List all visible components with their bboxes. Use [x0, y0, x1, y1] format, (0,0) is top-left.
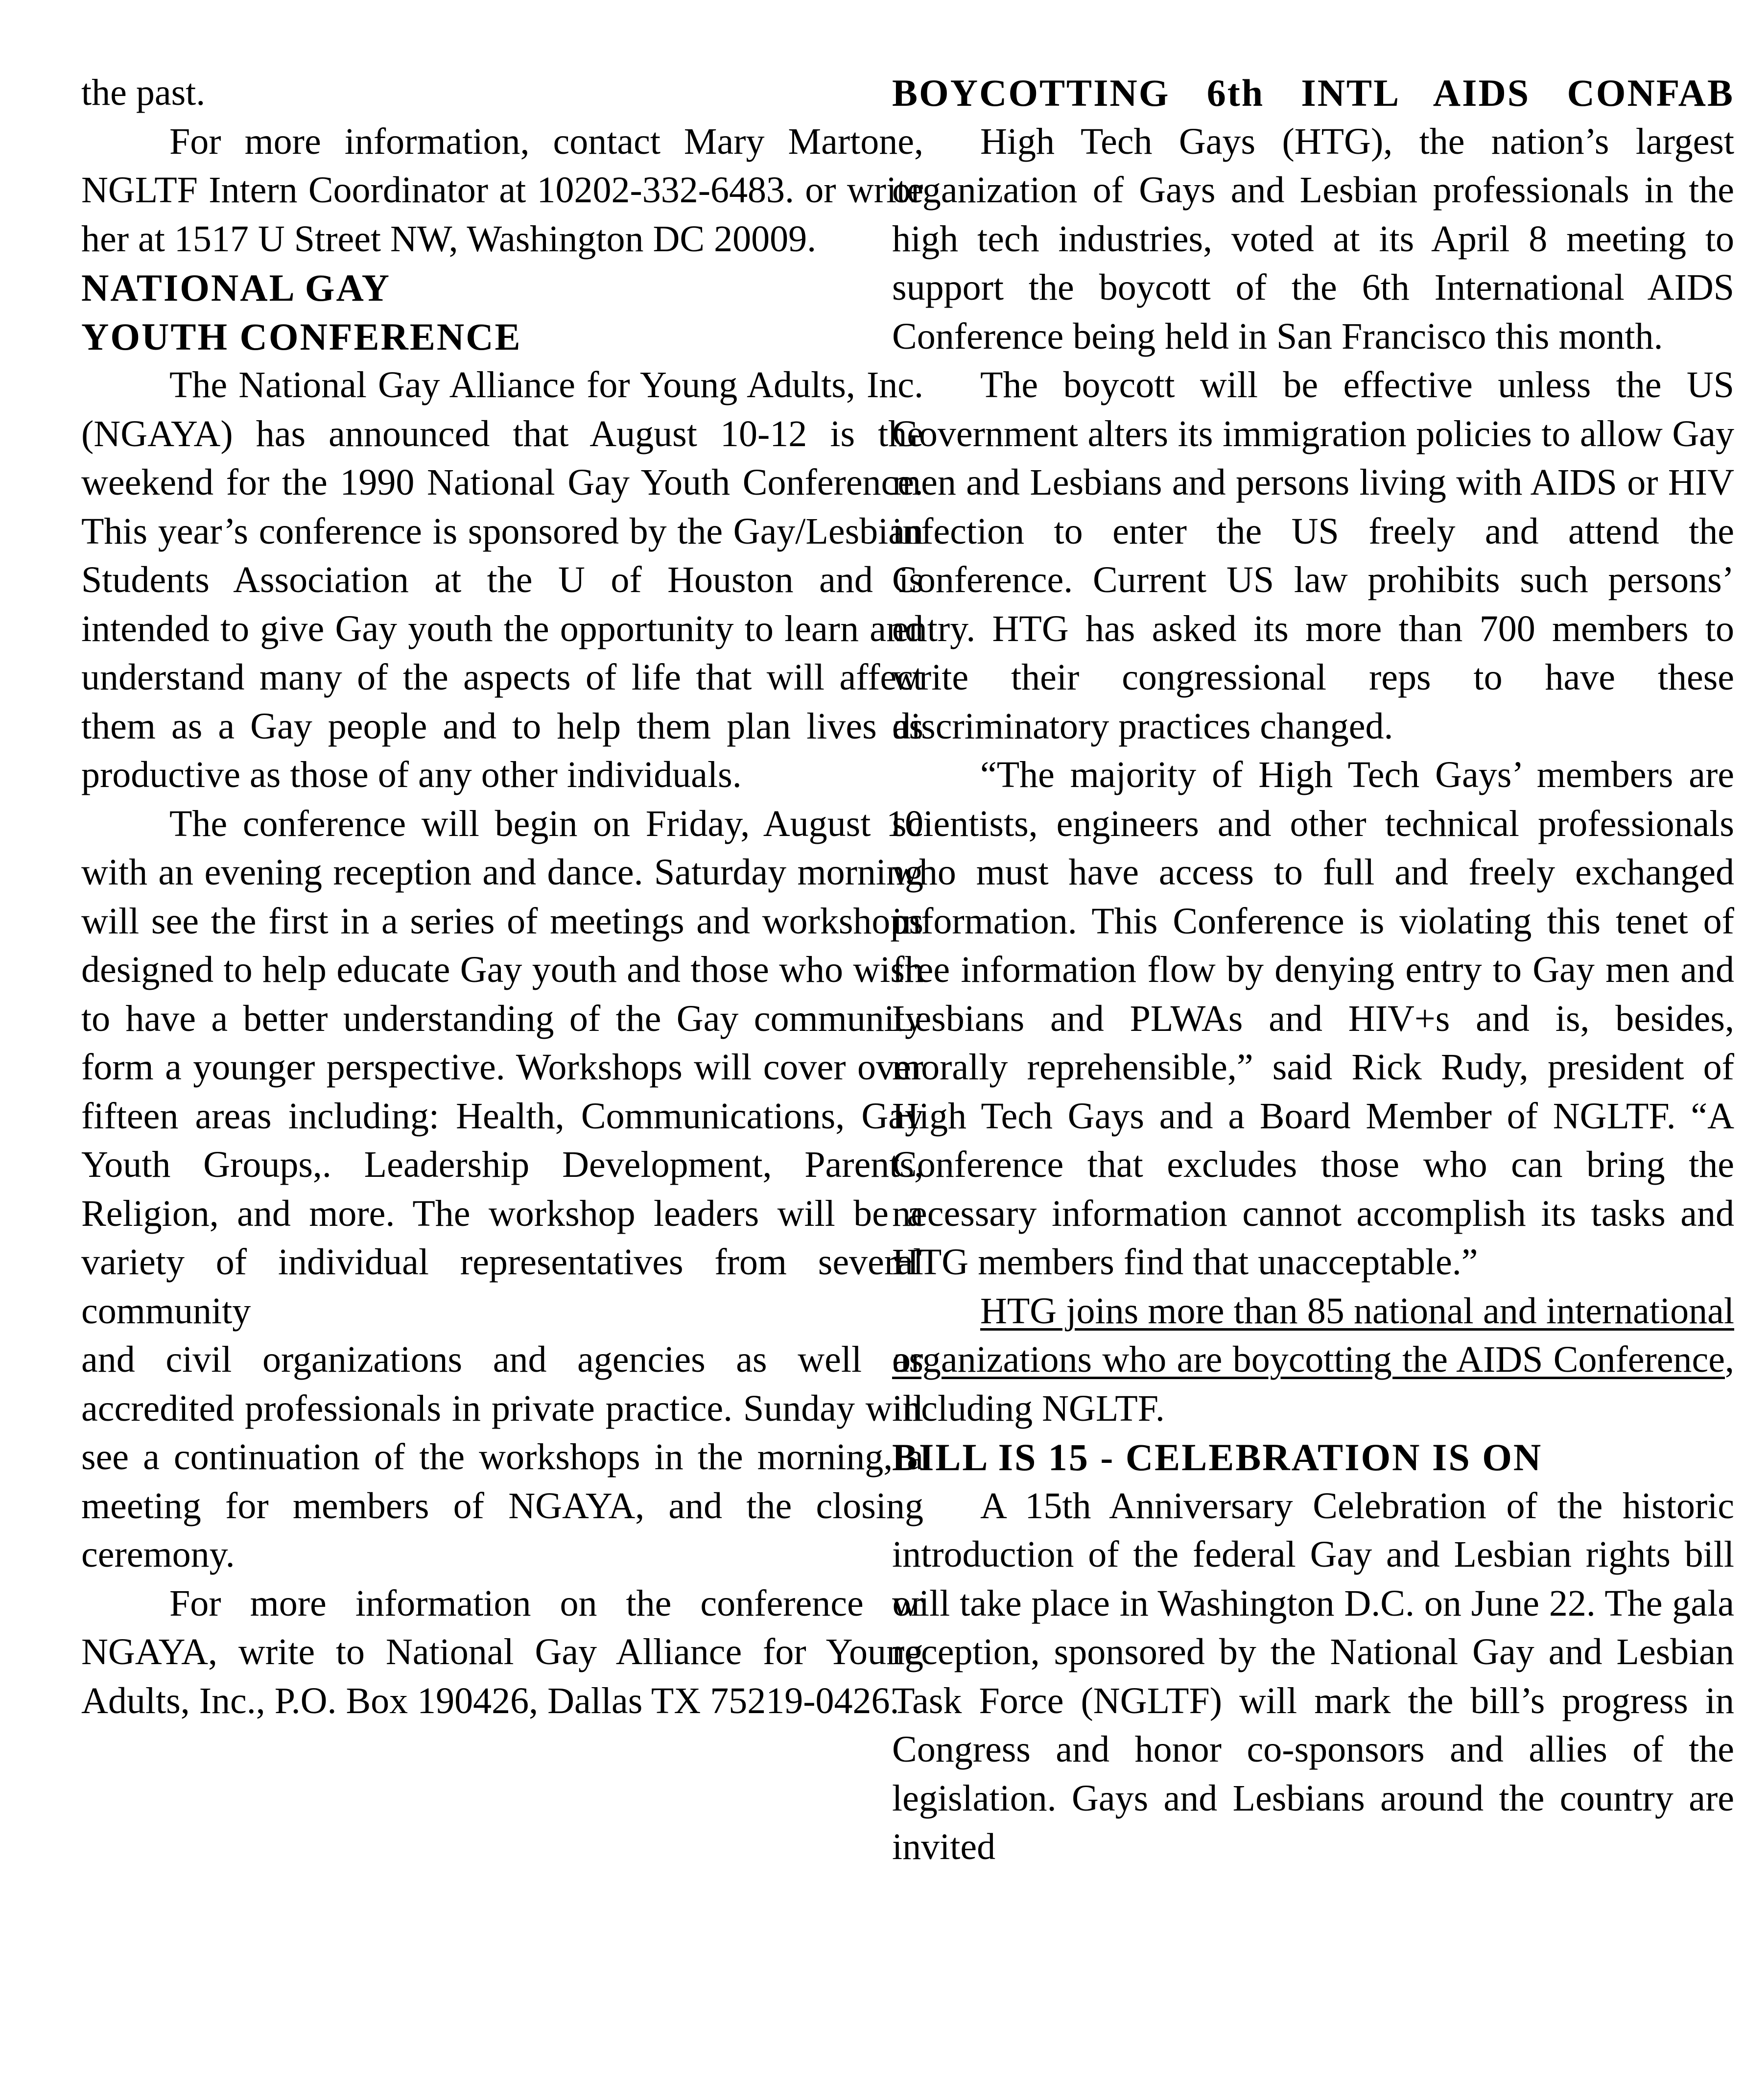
- right-column: [892, 69, 1734, 1872]
- youth-conference-paragraph-4: For more information on the conference or NGAYA, write to National Gay Alliance for Young Adults, Inc., P.O. Box 190426, Dallas TX 75219-0426.: [81, 1582, 923, 1721]
- headline-line-2: YOUTH CONFERENCE: [81, 315, 522, 358]
- boycott-paragraph-4: [892, 1287, 1734, 1433]
- boycott-paragraph-1: High Tech Gays (HTG), the nation’s largest organization of Gays and Lesbian professionals in the high tech industries, voted at its April 8 meeting to support the boycott of the 6th International AIDS Conference being held in San Francisco this month.: [892, 120, 1734, 357]
- boycott-paragraph-3: “The majority of High Tech Gays’ members are scientists, engineers and other technical professionals who must have access to full and freely exchanged information. This Conference is violating this tenet of free information flow by denying entry to Gay men and Lesbians and PLWAs and HIV+s and is, besides, morally reprehensible,” said Rick Rudy, president of High Tech Gays and a Board Member of NGLTF. “A Conference that excludes those who can bring the necessary information cannot accomplish its tasks and HTG members find that unacceptable.”: [892, 754, 1734, 1283]
- headline-line-1: NATIONAL GAY: [81, 266, 391, 309]
- bill-celebration-paragraph-1: A 15th Anniversary Celebration of the historic introduction of the federal Gay and Lesbian rights bill will take place in Washington D.C. on June 22. The gala reception, sponsored by the National Gay and Lesbian Task Force (NGLTF) will mark the bill’s progress in Congress and honor co-sponsors and allies of the legislation. Gays and Lesbians around the country are invited: [892, 1485, 1734, 1867]
- continuation-text: the past.: [81, 72, 206, 113]
- youth-conference-headline: [81, 263, 923, 361]
- left-column: [81, 69, 923, 1725]
- bill-celebration-headline: BILL IS 15 - CELEBRATION IS ON: [892, 1436, 1543, 1479]
- boycott-headline: BOYCOTTING 6th INTL AIDS CONFAB: [892, 72, 1734, 114]
- underlined-lead: HTG joins more than 85 national and international organizations who are boycotting the AIDS Conference: [892, 1290, 1734, 1380]
- contact-paragraph: For more information, contact Mary Martone, NGLTF Intern Coordinator at 10202-332-6483. or write her at 1517 U Street NW, Washington DC 20009.: [81, 120, 923, 260]
- youth-conference-paragraph-2: The conference will begin on Friday, August 10 with an evening reception and dance. Saturday morning will see the first in a series of meetings and workshops designed to help educate Gay youth and those who wish to have a better understanding of the Gay community form a younger perspective. Workshops will cover over fifteen areas including: Health, Communications, Gay Youth Groups,. Leadership Development, Parents, Religion, and more. The workshop leaders will be a variety of individual representatives from several community: [81, 803, 923, 1332]
- underlined-tail: , including NGLTF.: [892, 1339, 1734, 1429]
- youth-conference-paragraph-1: The National Gay Alliance for Young Adults, Inc. (NGAYA) has announced that August 10-12 is the weekend for the 1990 National Gay Youth Conference. This year’s conference is sponsored by the Gay/Lesbian Students Association at the U of Houston and is intended to give Gay youth the opportunity to learn and understand many of the aspects of life that will affect them as a Gay people and to help them plan lives as productive as those of any other individuals.: [81, 364, 923, 795]
- boycott-paragraph-2: The boycott will be effective unless the US Government alters its immigration policies to allow Gay men and Lesbians and persons living with AIDS or HIV infection to enter the US freely and attend the Conference. Current US law prohibits such persons’ entry. HTG has asked its more than 700 members to write their congressional reps to have these discriminatory practices changed.: [892, 364, 1734, 747]
- youth-conference-paragraph-3: and civil organizations and agencies as well as accredited professionals in private practice. Sunday will see a continuation of the workshops in the morning, a meeting for members of NGAYA, and the closing ceremony.: [81, 1339, 923, 1575]
